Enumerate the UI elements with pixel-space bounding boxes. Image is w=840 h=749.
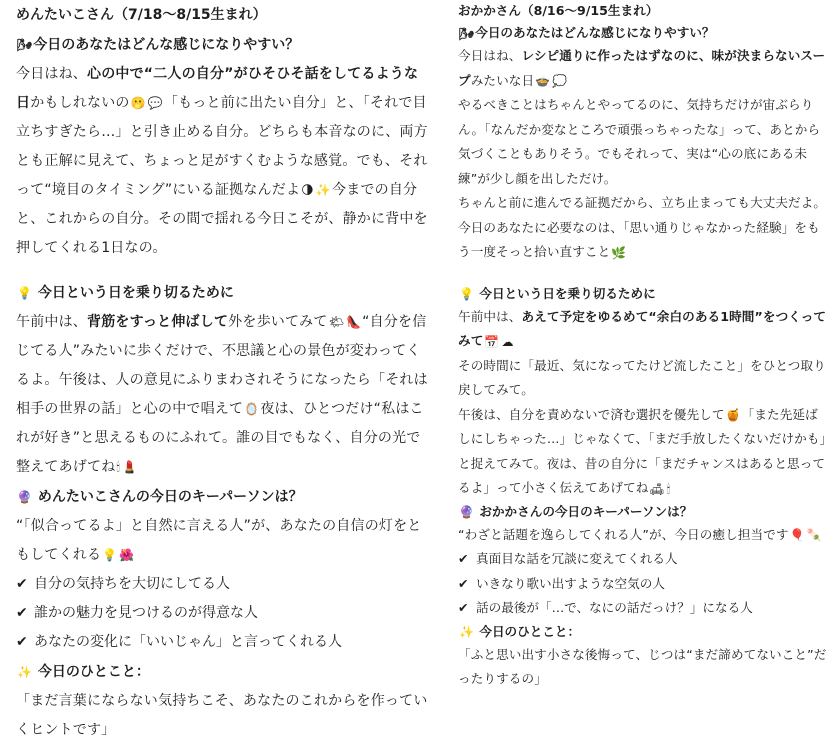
high-heel-icon: 👠 <box>346 315 362 329</box>
sofa-icon: 🛋 <box>649 481 665 496</box>
wind-icon: 🌬 <box>459 26 475 41</box>
candle-icon: 🕯 <box>666 481 671 496</box>
list-item: ✔ 真面目な話を冗談に変えてくれる人 <box>458 547 828 572</box>
right-question-heading: 🌬今日のあなたはどんな感じになりやすい？ <box>459 25 715 41</box>
check-icon: ✔ <box>16 634 28 650</box>
right-word-text: 「ふと思い出す小さな後悔って、じつは“まだ諦めてないこと”だったりするの」 <box>458 646 827 686</box>
list-item: ✔ あなたの変化に「いいじゃん」と言ってくれる人 <box>16 628 428 657</box>
crystal-ball-icon: 🔮 <box>17 490 32 504</box>
right-tips-heading: 💡 今日という日を乗り切るために <box>459 285 656 301</box>
check-icon: ✔ <box>16 576 28 592</box>
face-hand-icon: 🫢 <box>130 96 146 110</box>
wind-icon: 🌬 <box>17 38 33 52</box>
list-item: ✔ 話の最後が「…で、なにの話だっけ？」になる人 <box>458 596 828 621</box>
balloon-icon: 🎈 <box>789 528 805 542</box>
left-paragraph-1: 今日はね、心の中で“二人の自分”がひそひそ話をしてるような日かもしれないの🫢 💬「もっと前に出たい自分」と、「それで目立ちすぎたら…」と引き止める自分。どちらも本音なのに、両方とも正解に見えて、ちょっと足がすくむような感覚。でも、それって“境目のタイミング”にいる証拠なんだよ🌗 ✨今までの自分と、これからの自分。その間で揺れる今日こそが、静かに背中を押してくれる1日なの。 <box>16 66 428 256</box>
list-item: ✔ いきなり歌い出すような空気の人 <box>458 572 828 597</box>
right-keyperson-text: “わざと話題を逸らしてくれる人”が、今日の癒し担当です🎈 🍡 <box>458 526 822 542</box>
sparkle-icon: ✨ <box>17 665 32 679</box>
right-word-heading: ✨ 今日のひとこと： <box>459 623 581 639</box>
right-column <box>458 0 828 692</box>
right-keyperson-heading: 🔮 おかかさんの今日のキーパーソンは？ <box>459 503 693 519</box>
skewer-icon: 🍡 <box>806 528 822 542</box>
crystal-ball-icon: 🔮 <box>459 505 474 519</box>
right-title: おかかさん（8/16〜9/15生まれ） <box>458 3 659 18</box>
calendar-icon: 📅 <box>484 334 500 349</box>
half-moon-icon: 🌗 <box>301 183 314 197</box>
sparkle-icon: ✨ <box>459 625 474 639</box>
left-word-heading: ✨ 今日のひとこと： <box>17 664 150 680</box>
right-paragraph-2: 午前中は、あえて予定をゆるめて“余白のある1時間”をつくってみて📅 ☁ その時間に「最近、気になってたけど流したこと」をひとつ取り戻してみて。 午後は、自分を責めないで済む選択を優先して🍯「また先延ばしにしちゃった…」じゃなくて、「まだ手放したくないだけかも」と捉えてみて。夜は、昔の自分に「まだチャンスはあると思ってるよ」って小さく伝えてあげてね🛋 🕯 <box>458 308 827 496</box>
hibiscus-icon: 🌺 <box>119 548 135 562</box>
honey-pot-icon: 🍯 <box>725 408 741 422</box>
left-keyperson-heading: 🔮 めんたいこさんの今日のキーパーソンは？ <box>17 489 303 505</box>
left-question-heading: 🌬今日のあなたはどんな感じになりやすい？ <box>17 37 300 53</box>
list-item: ✔ 自分の気持ちを大切にしてる人 <box>16 570 428 599</box>
check-icon: ✔ <box>458 551 469 566</box>
right-paragraph-1: 今日はね、レシピ通りに作ったはずなのに、味が決まらないスープみたいな日🍲 💭 やるべきことはちゃんとやってるのに、気持ちだけが宙ぶらりん。「なんだか変なところで頑張っちゃったな」って、あとから気づくこともありそう。でもそれって、実は“心の底にある未練”が少し顔を出しただけ。 ちゃんと前に進んでる証拠だから、立ち止まっても大丈夫だよ。今日のあなたに必要なのは、「思い通りじゃなかった経験」をもう一度そっと拾い直すこと🌿 <box>458 48 827 260</box>
list-item: ✔ 誰かの魅力を見つけるのが得意な人 <box>16 599 428 628</box>
check-icon: ✔ <box>458 600 469 615</box>
soup-bowl-icon: 🍲 <box>535 74 551 88</box>
leaf-icon: 🌿 <box>611 245 627 260</box>
bulb-icon: 💡 <box>102 548 118 562</box>
cloud-icon: ☁ <box>501 334 514 349</box>
bulb-icon: 💡 <box>459 287 474 301</box>
left-keyperson-text: “「似合ってるよ」と自然に言える人”が、あなたの自信の灯をともしてくれる💡 🌺 <box>16 518 422 563</box>
mirror-icon: 🪞 <box>244 402 260 416</box>
left-word-text: 「まだ言葉にならない気持ちこそ、あなたのこれからを作っていくヒントです」 <box>16 693 428 738</box>
speech-bubble-icon: 💬 <box>147 96 163 110</box>
left-paragraph-2: 午前中は、背筋をすっと伸ばして外を歩いてみて🌤 👠“自分を信じてる人”みたいに歩くだけで、不思議と心の景色が変わってくるよ。午後は、人の意見にふりまわされそうになったら「それは相手の世界の話」と心の中で唱えて🪞夜は、ひとつだけ“私はこれが好き”と思えるものにふれて。誰の目でもなく、自分の光で整えてあげてね🕯 💄 <box>16 314 428 475</box>
left-column <box>16 0 428 745</box>
thought-bubble-icon: 💭 <box>552 74 568 88</box>
candle-icon: 🕯 <box>116 460 121 474</box>
sparkle-icon: ✨ <box>315 183 332 197</box>
left-title: めんたいこさん（7/18〜8/15生まれ） <box>16 7 267 23</box>
bulb-icon: 💡 <box>17 286 32 300</box>
lipstick-icon: 💄 <box>122 460 138 474</box>
sun-cloud-icon: 🌤 <box>328 315 345 329</box>
check-icon: ✔ <box>16 605 28 621</box>
left-tips-heading: 💡 今日という日を乗り切るために <box>17 285 234 301</box>
check-icon: ✔ <box>458 575 469 591</box>
